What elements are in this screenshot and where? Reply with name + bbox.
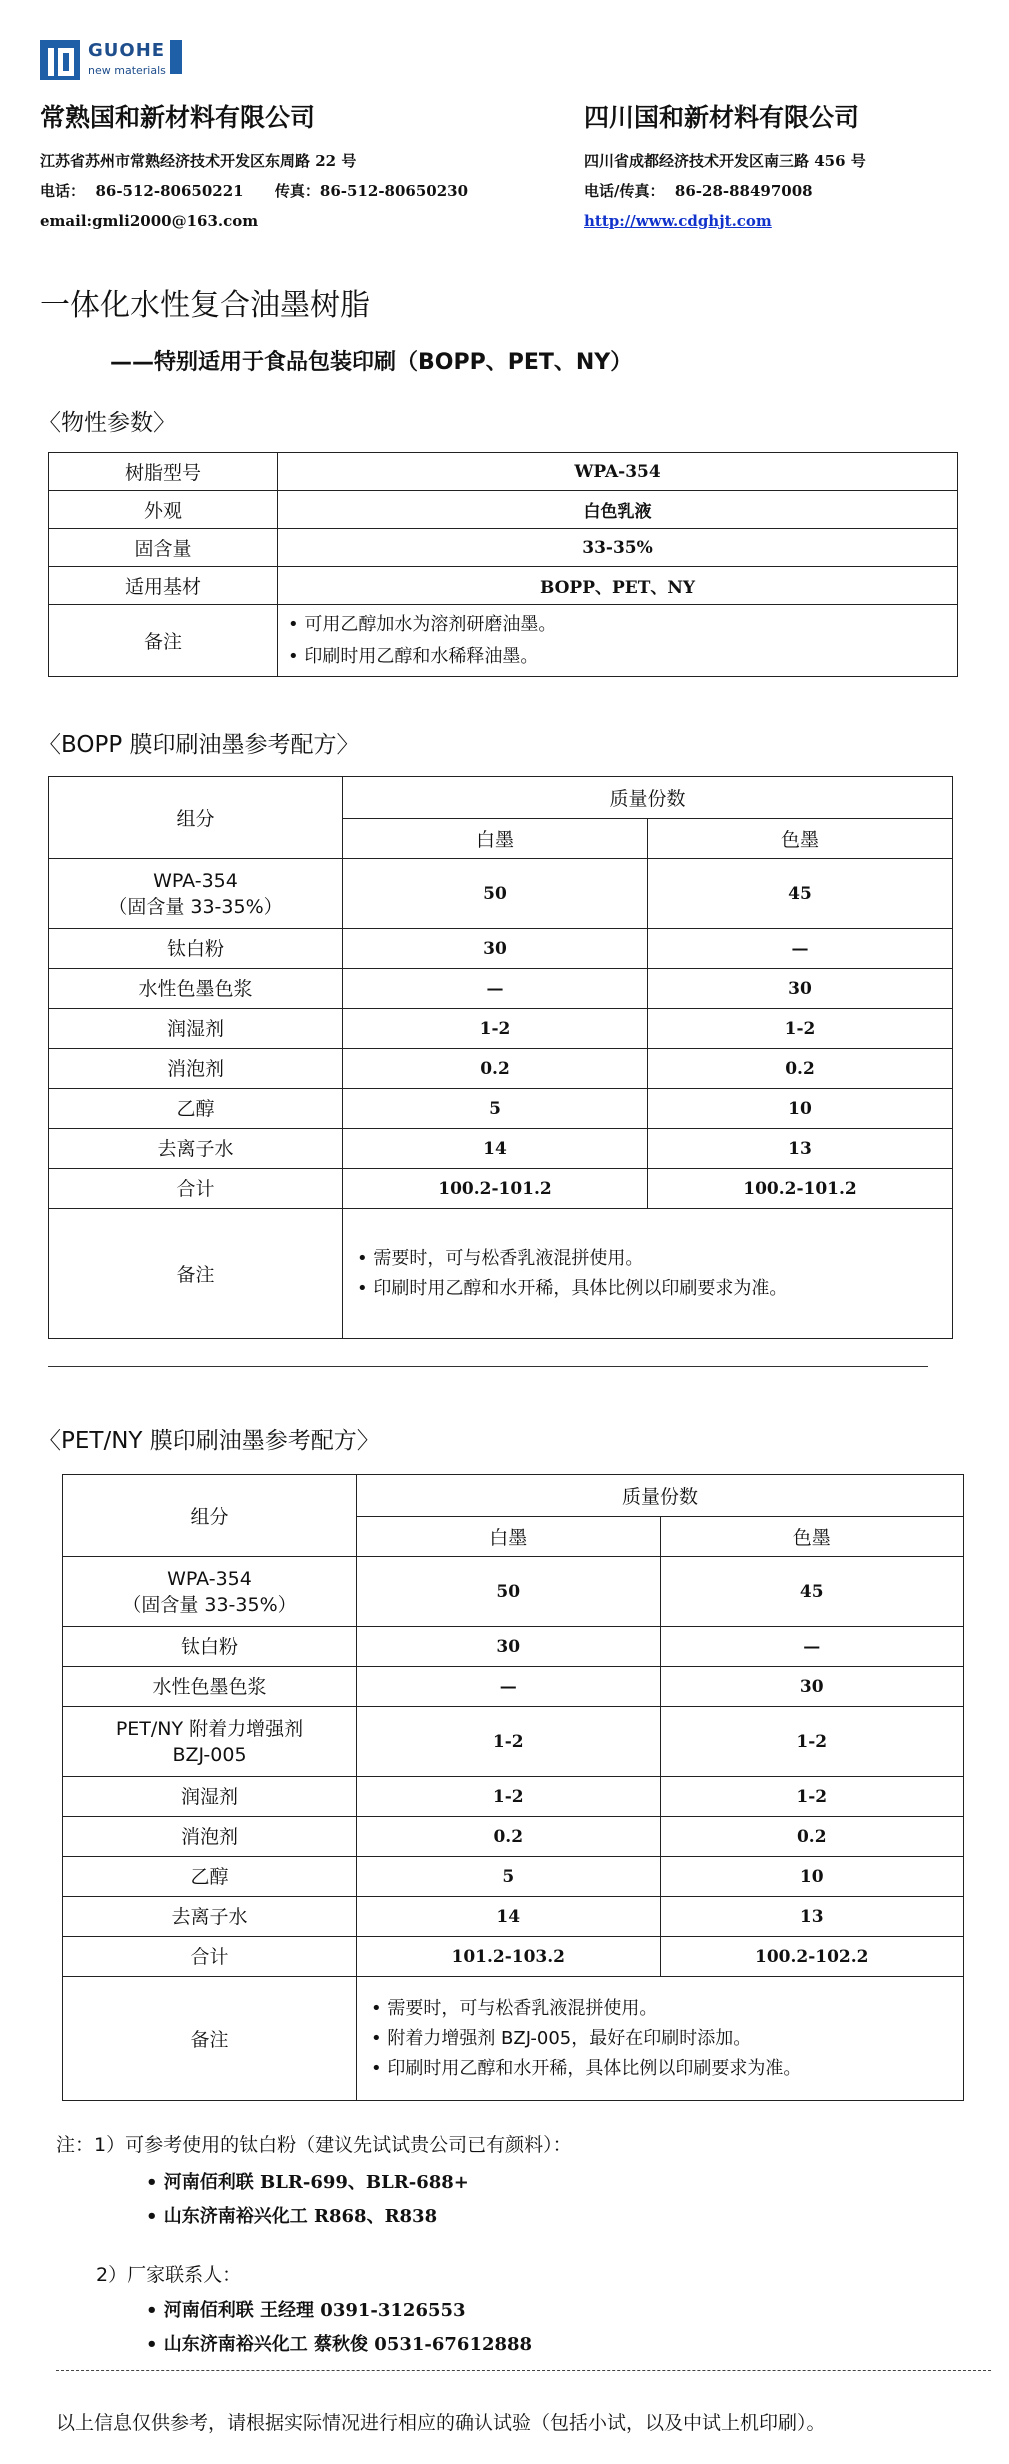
component-label: 钛白粉 bbox=[49, 929, 343, 969]
brand-subtitle: new materials bbox=[88, 64, 166, 77]
component-label: 合计 bbox=[63, 1937, 357, 1977]
table-row bbox=[49, 1089, 953, 1129]
white-value: 14 bbox=[343, 1129, 648, 1169]
props-note-row bbox=[49, 605, 958, 677]
white-value: 30 bbox=[343, 929, 648, 969]
table-row bbox=[63, 1937, 964, 1977]
table-row bbox=[63, 1627, 964, 1667]
note-row bbox=[49, 1209, 953, 1339]
component-label: 消泡剂 bbox=[49, 1049, 343, 1089]
col-color: 色墨 bbox=[648, 819, 953, 859]
component-label: 去离子水 bbox=[49, 1129, 343, 1169]
table-row bbox=[63, 1777, 964, 1817]
note-row bbox=[63, 1977, 964, 2101]
props-label: 固含量 bbox=[49, 529, 278, 567]
props-table bbox=[48, 452, 958, 677]
props-heading: 〈物性参数〉 bbox=[38, 410, 176, 436]
component-label: WPA-354 （固含量 33-35%） bbox=[49, 859, 343, 929]
note-label: 备注 bbox=[49, 1209, 343, 1339]
company-right-address: 四川省成都经济技术开发区南三路 456 号 bbox=[584, 152, 866, 170]
component-label: 消泡剂 bbox=[63, 1817, 357, 1857]
petny-table bbox=[62, 1474, 964, 2101]
props-row bbox=[49, 491, 958, 529]
props-note-label: 备注 bbox=[49, 605, 278, 677]
color-value: 0.2 bbox=[660, 1817, 964, 1857]
table-row bbox=[63, 1667, 964, 1707]
white-value: 50 bbox=[357, 1557, 661, 1627]
table-row bbox=[63, 1857, 964, 1897]
white-value: 101.2-103.2 bbox=[357, 1937, 661, 1977]
props-value: 33-35% bbox=[278, 529, 958, 567]
footnote-1-title: 注：1）可参考使用的钛白粉（建议先试试贵公司已有颜料）： bbox=[56, 2134, 572, 2156]
notes bbox=[343, 1209, 953, 1339]
white-value: 5 bbox=[357, 1857, 661, 1897]
component-label: 水性色墨色浆 bbox=[49, 969, 343, 1009]
note-line: • 需要时，可与松香乳液混拼使用。 bbox=[357, 1247, 644, 1269]
white-value: 5 bbox=[343, 1089, 648, 1129]
petny-heading: 〈PET/NY 膜印刷油墨参考配方〉 bbox=[38, 1428, 380, 1454]
component-label: 乙醇 bbox=[63, 1857, 357, 1897]
props-note-line: • 印刷时用乙醇和水稀释油墨。 bbox=[288, 645, 539, 667]
props-label: 适用基材 bbox=[49, 567, 278, 605]
col-mass: 质量份数 bbox=[343, 777, 953, 819]
footnote-1-item: • 山东济南裕兴化工 R868、R838 bbox=[146, 2206, 438, 2227]
white-value: 1-2 bbox=[357, 1707, 661, 1777]
color-value: 1-2 bbox=[660, 1777, 964, 1817]
page-subtitle: ——特别适用于食品包装印刷（BOPP、PET、NY） bbox=[110, 350, 633, 375]
color-value: 0.2 bbox=[648, 1049, 953, 1089]
brand-seal-icon bbox=[170, 40, 182, 74]
color-value: — bbox=[660, 1627, 964, 1667]
company-right-phone: 电话/传真： 86-28-88497008 bbox=[584, 182, 813, 200]
bopp-table bbox=[48, 776, 953, 1339]
col-white: 白墨 bbox=[357, 1517, 661, 1557]
white-value: 1-2 bbox=[343, 1009, 648, 1049]
props-label: 外观 bbox=[49, 491, 278, 529]
company-left-address: 江苏省苏州市常熟经济技术开发区东周路 22 号 bbox=[40, 152, 357, 170]
component-label: 去离子水 bbox=[63, 1897, 357, 1937]
col-mass: 质量份数 bbox=[357, 1475, 964, 1517]
note-line: • 印刷时用乙醇和水开稀，具体比例以印刷要求为准。 bbox=[357, 1277, 788, 1299]
table-row bbox=[49, 969, 953, 1009]
color-value: 45 bbox=[660, 1557, 964, 1627]
color-value: 13 bbox=[648, 1129, 953, 1169]
color-value: 1-2 bbox=[660, 1707, 964, 1777]
company-website-link[interactable]: http://www.cdghjt.com bbox=[584, 212, 772, 230]
component-label: WPA-354 （固含量 33-35%） bbox=[63, 1557, 357, 1627]
table-row bbox=[63, 1557, 964, 1627]
props-note-line: • 可用乙醇加水为溶剂研磨油墨。 bbox=[288, 613, 557, 635]
color-value: 30 bbox=[660, 1667, 964, 1707]
table-row bbox=[49, 1049, 953, 1089]
col-color: 色墨 bbox=[660, 1517, 964, 1557]
component-label: 乙醇 bbox=[49, 1089, 343, 1129]
company-left-phone: 电话： 86-512-80650221 传真：86-512-80650230 bbox=[40, 182, 469, 200]
note-line: • 印刷时用乙醇和水开稀，具体比例以印刷要求为准。 bbox=[371, 2057, 802, 2079]
note-label: 备注 bbox=[63, 1977, 357, 2101]
props-value: WPA-354 bbox=[278, 453, 958, 491]
divider bbox=[48, 1366, 928, 1367]
table-row bbox=[49, 1009, 953, 1049]
company-left-email: email:gmli2000@163.com bbox=[40, 212, 259, 230]
table-row bbox=[49, 929, 953, 969]
company-left-name: 常熟国和新材料有限公司 bbox=[40, 103, 316, 132]
component-label: 合计 bbox=[49, 1169, 343, 1209]
footnote-2-item: • 河南佰利联 王经理 0391-3126553 bbox=[146, 2300, 466, 2321]
company-right-name: 四川国和新材料有限公司 bbox=[584, 103, 860, 132]
bopp-heading: 〈BOPP 膜印刷油墨参考配方〉 bbox=[38, 732, 360, 758]
header-row bbox=[63, 1475, 964, 1517]
table-row bbox=[49, 1129, 953, 1169]
color-value: 45 bbox=[648, 859, 953, 929]
dashed-divider bbox=[56, 2370, 991, 2371]
props-notes bbox=[278, 605, 958, 677]
footnote-2-item: • 山东济南裕兴化工 蔡秋俊 0531-67612888 bbox=[146, 2334, 533, 2355]
table-row bbox=[49, 1169, 953, 1209]
white-value: 30 bbox=[357, 1627, 661, 1667]
props-row bbox=[49, 567, 958, 605]
header-row bbox=[49, 777, 953, 819]
logo-icon bbox=[40, 40, 80, 80]
white-value: 100.2-101.2 bbox=[343, 1169, 648, 1209]
props-row bbox=[49, 529, 958, 567]
color-value: — bbox=[648, 929, 953, 969]
table-row bbox=[49, 859, 953, 929]
component-label: 水性色墨色浆 bbox=[63, 1667, 357, 1707]
disclaimer: 以上信息仅供参考，请根据实际情况进行相应的确认试验（包括小试，以及中试上机印刷）。 bbox=[56, 2412, 826, 2434]
white-value: 0.2 bbox=[357, 1817, 661, 1857]
white-value: 1-2 bbox=[357, 1777, 661, 1817]
component-label: 润湿剂 bbox=[63, 1777, 357, 1817]
white-value: 0.2 bbox=[343, 1049, 648, 1089]
col-group: 组分 bbox=[63, 1475, 357, 1557]
table-row bbox=[63, 1897, 964, 1937]
component-label: PET/NY 附着力增强剂 BZJ-005 bbox=[63, 1707, 357, 1777]
white-value: — bbox=[343, 969, 648, 1009]
color-value: 13 bbox=[660, 1897, 964, 1937]
white-value: — bbox=[357, 1667, 661, 1707]
white-value: 50 bbox=[343, 859, 648, 929]
color-value: 1-2 bbox=[648, 1009, 953, 1049]
footnote-1-item: • 河南佰利联 BLR-699、BLR-688+ bbox=[146, 2172, 469, 2193]
color-value: 10 bbox=[648, 1089, 953, 1129]
footnote-2-title: 2）厂家联系人： bbox=[96, 2264, 242, 2286]
table-row bbox=[63, 1707, 964, 1777]
props-value: BOPP、PET、NY bbox=[278, 567, 958, 605]
page-title: 一体化水性复合油墨树脂 bbox=[40, 288, 370, 323]
table-row bbox=[63, 1817, 964, 1857]
props-row bbox=[49, 453, 958, 491]
note-line: • 附着力增强剂 BZJ-005，最好在印刷时添加。 bbox=[371, 2027, 752, 2049]
color-value: 100.2-101.2 bbox=[648, 1169, 953, 1209]
component-label: 钛白粉 bbox=[63, 1627, 357, 1667]
props-value: 白色乳液 bbox=[278, 491, 958, 529]
white-value: 14 bbox=[357, 1897, 661, 1937]
color-value: 10 bbox=[660, 1857, 964, 1897]
brand-name: GUOHE bbox=[88, 40, 166, 61]
props-label: 树脂型号 bbox=[49, 453, 278, 491]
col-group: 组分 bbox=[49, 777, 343, 859]
component-label: 润湿剂 bbox=[49, 1009, 343, 1049]
note-line: • 需要时，可与松香乳液混拼使用。 bbox=[371, 1997, 658, 2019]
color-value: 100.2-102.2 bbox=[660, 1937, 964, 1977]
col-white: 白墨 bbox=[343, 819, 648, 859]
color-value: 30 bbox=[648, 969, 953, 1009]
notes bbox=[357, 1977, 964, 2101]
